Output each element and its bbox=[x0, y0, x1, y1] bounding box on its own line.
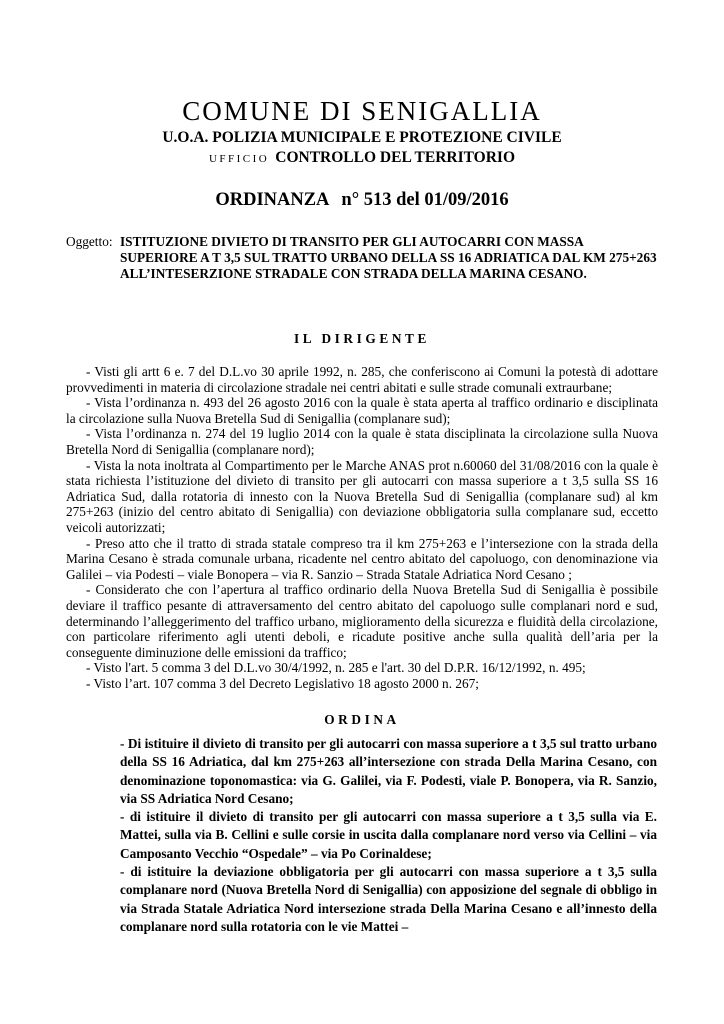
order-paragraph: - di istituire il divieto di transito per gli autocarri con massa superiore a t 3,5 sulla via E. Mattei, sulla via B. Cellini e sulle corsie in uscita dalla complanare nord verso via Cellini – via Camposanto Vecchio “Ospedale” – via Po Corinaldese; bbox=[120, 809, 657, 861]
order-paragraph: - di istituire la deviazione obbligatoria per gli autocarri con massa superiore a t 3,5 sulla complanare nord (Nuova Bretella Nord di Senigallia) con apposizione del segnale di obbligo in via Strada Statale Adriatica Nord intersezione strada Della Marina Cesano e all’innesto della complanare nord sulla rotatoria con le vie Mattei – bbox=[120, 864, 657, 934]
ordinance-number: n° 513 del 01/09/2016 bbox=[341, 190, 509, 210]
ordinance-label: ORDINANZA bbox=[215, 190, 330, 210]
recital-paragraph: - Vista l’ordinanza n. 274 del 19 luglio 2014 con la quale è stata disciplinata la circolazione sulla Nuova Bretella Nord di Senigallia (complanare nord); bbox=[66, 426, 658, 457]
recital-paragraph: - Vista la nota inoltrata al Compartimento per le Marche ANAS prot n.60060 del 31/08/2016 con la quale è stata richiesta l’istituzione del divieto di transito per gli autocarri con massa superiore a t 3,5 sulla SS 16 Adriatica Sud, dalla rotatoria di innesto con la Nuova Bretella Sud di Senigallia (complanare sud) al km 275+263 (inizio del centro abitato di Senigallia) con deviazione obbligatoria sulla complanare sud, eccetto veicoli autorizzati; bbox=[66, 457, 658, 535]
subject-block bbox=[66, 234, 658, 283]
ordinance-title bbox=[0, 190, 724, 211]
order-paragraph: - Di istituire il divieto di transito per gli autocarri con massa superiore a t 3,5 sul tratto urbano della SS 16 Adriatica, dal km 275+263 all’intersezione con strada Della Marina Cesano, con denominazione toponomastica: via G. Galilei, via F. Podesti, viale P. Bonopera, via R. Sanzio, via SS Adriatica Nord Cesano; bbox=[120, 736, 657, 806]
municipality-title: COMUNE DI SENIGALLIA bbox=[182, 96, 542, 126]
recital-paragraph: - Vista l’ordinanza n. 493 del 26 agosto 2016 con la quale è stata aperta al traffico ordinario e disciplinata la circolazione sulla Nuova Bretella Sud di Senigallia (complanare sud); bbox=[66, 395, 658, 426]
recitals bbox=[66, 364, 658, 691]
subject-text: ISTITUZIONE DIVIETO DI TRANSITO PER GLI AUTOCARRI CON MASSA SUPERIORE A T 3,5 SUL TRATTO URBANO DELLA SS 16 ADRIATICA DAL KM 275+263 ALL’INTESERZIONE STRADALE CON STRADA DELLA MARINA CESANO. bbox=[120, 234, 657, 282]
recital-paragraph: - Visto l’art. 107 comma 3 del Decreto Legislativo 18 agosto 2000 n. 267; bbox=[86, 675, 479, 691]
ordina-heading: ORDINA bbox=[324, 712, 400, 727]
office-line bbox=[0, 149, 724, 167]
recital-paragraph: - Considerato che con l’apertura al traffico ordinario della Nuova Bretella Sud di Senigallia è possibile deviare il traffico pesante di attraversamento del centro abitato del capoluogo sulle complanari nord e sud, determinando l’alleggerimento del traffico urbano, miglioramento della sicurezza e fluidità della circolazione, con particolare riferimento agli utenti deboli, e ricadute positive anche sulla qualità dell’aria per la conseguente diminuzione delle emissioni da traffico; bbox=[66, 582, 658, 660]
dirigente-heading: IL DIRIGENTE bbox=[294, 331, 430, 346]
recital-paragraph: - Preso atto che il tratto di strada statale compreso tra il km 275+263 e l’intersezione con la strada della Marina Cesano è strada comunale urbana, ricadente nel centro abitato del capoluogo, con denominazione via Galilei – via Podesti – viale Bonopera – via R. Sanzio – Strada Statale Adriatica Nord Cesano ; bbox=[66, 535, 658, 582]
recital-paragraph: - Visti gli artt 6 e. 7 del D.L.vo 30 aprile 1992, n. 285, che conferiscono ai Comuni la potestà di adottare provvedimenti in materia di circolazione stradale nei centri abitati e sulle strade comunali extraurbane; bbox=[66, 364, 658, 395]
department-name: U.O.A. POLIZIA MUNICIPALE E PROTEZIONE CIVILE bbox=[162, 129, 562, 146]
office-label: UFFICIO bbox=[208, 153, 270, 165]
orders bbox=[120, 735, 657, 936]
subject-label: Oggetto: bbox=[66, 234, 113, 249]
recital-paragraph: - Visto l'art. 5 comma 3 del D.L.vo 30/4/1992, n. 285 e l'art. 30 del D.P.R. 16/12/1992, n. 495; bbox=[86, 660, 586, 676]
office-name: CONTROLLO DEL TERRITORIO bbox=[275, 149, 516, 166]
